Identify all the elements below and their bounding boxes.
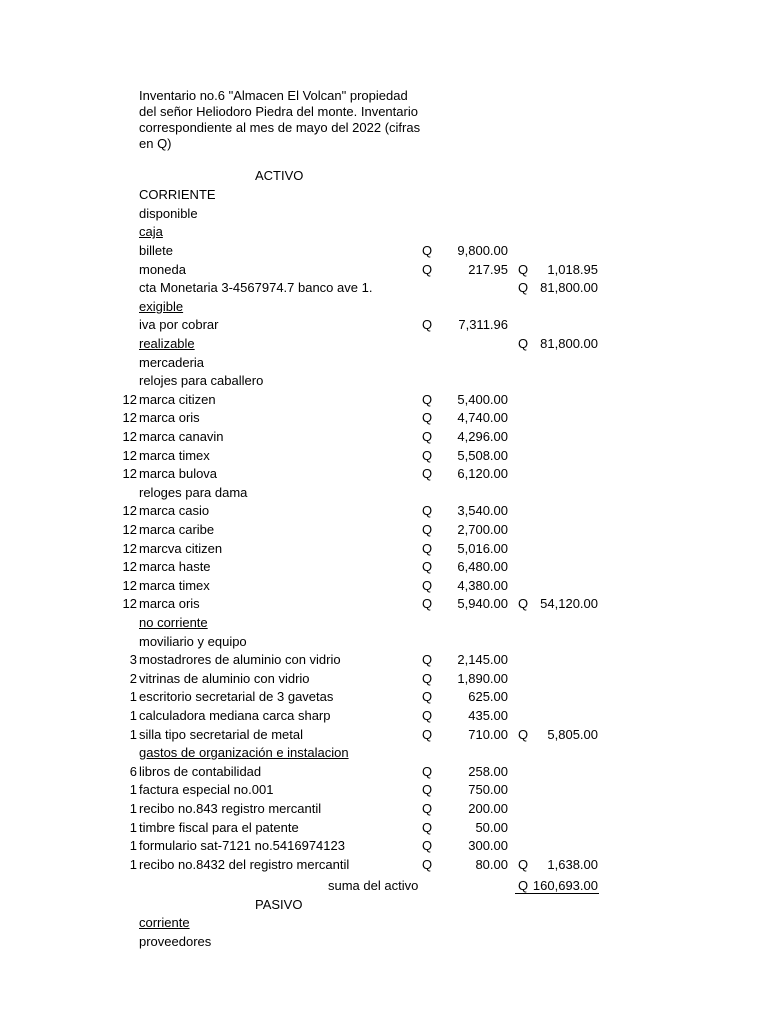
item-amount: 2,145.00 (457, 652, 508, 667)
currency-symbol: Q (422, 652, 433, 667)
item-amount: 258.00 (468, 764, 508, 779)
inventory-row (0, 223, 768, 241)
row-quantity: 1 (129, 689, 137, 704)
item-amount: 5,508.00 (457, 448, 508, 463)
section-heading: PASIVO (255, 897, 303, 912)
inventory-row (0, 877, 768, 895)
row-quantity: 12 (122, 541, 137, 556)
row-description: escritorio secretarial de 3 gavetas (139, 689, 334, 704)
item-amount: 50.00 (475, 820, 508, 835)
inventory-row (0, 633, 768, 651)
item-amount: 710.00 (468, 727, 508, 742)
row-description: iva por cobrar (139, 317, 219, 332)
inventory-row (0, 279, 768, 297)
currency-symbol: Q (422, 522, 433, 537)
row-quantity: 12 (122, 578, 137, 593)
item-amount: 80.00 (475, 857, 508, 872)
subtotal-amount: 81,800.00 (540, 336, 598, 351)
inventory-row (0, 726, 768, 744)
inventory-row (0, 242, 768, 260)
inventory-row (0, 763, 768, 781)
row-quantity: 12 (122, 410, 137, 425)
section-heading: ACTIVO (255, 168, 304, 183)
inventory-row (0, 670, 768, 688)
currency-symbol: Q (422, 578, 433, 593)
currency-symbol: Q (422, 801, 433, 816)
currency-symbol: Q (422, 503, 433, 518)
row-description: relojes para caballero (139, 373, 264, 388)
currency-symbol: Q (518, 857, 529, 872)
currency-symbol: Q (422, 262, 433, 277)
item-amount: 4,296.00 (457, 429, 508, 444)
row-quantity: 1 (129, 708, 137, 723)
inventory-row (0, 465, 768, 483)
currency-symbol: Q (422, 429, 433, 444)
row-quantity: 1 (129, 838, 137, 853)
row-quantity: 6 (129, 764, 137, 779)
currency-symbol: Q (422, 727, 433, 742)
row-description: mercaderia (139, 355, 205, 370)
currency-symbol: Q (422, 671, 433, 686)
currency-symbol: Q (422, 820, 433, 835)
item-amount: 200.00 (468, 801, 508, 816)
row-description: factura especial no.001 (139, 782, 274, 797)
item-amount: 1,890.00 (457, 671, 508, 686)
item-amount: 4,740.00 (457, 410, 508, 425)
row-description: caja (139, 224, 163, 239)
row-quantity: 1 (129, 820, 137, 835)
row-description: reloges para dama (139, 485, 248, 500)
inventory-row (0, 205, 768, 223)
currency-symbol: Q (422, 857, 433, 872)
inventory-row (0, 521, 768, 539)
row-description: marca citizen (139, 392, 216, 407)
inventory-row (0, 856, 768, 874)
inventory-row (0, 540, 768, 558)
inventory-row (0, 409, 768, 427)
currency-symbol: Q (422, 782, 433, 797)
inventory-row (0, 819, 768, 837)
currency-symbol: Q (422, 689, 433, 704)
inventory-row (0, 335, 768, 353)
row-description: timbre fiscal para el patente (139, 820, 299, 835)
currency-symbol: Q (422, 448, 433, 463)
inventory-row (0, 651, 768, 669)
row-description: marca timex (139, 448, 210, 463)
inventory-row (0, 914, 768, 932)
item-amount: 750.00 (468, 782, 508, 797)
item-amount: 2,700.00 (457, 522, 508, 537)
currency-symbol: Q (518, 262, 529, 277)
inventory-row (0, 595, 768, 613)
inventory-row (0, 896, 768, 914)
row-description: marca canavin (139, 429, 224, 444)
subtotal-amount: 1,638.00 (547, 857, 598, 872)
inventory-row (0, 933, 768, 951)
row-quantity: 1 (129, 782, 137, 797)
currency-symbol: Q (422, 410, 433, 425)
total-label: suma del activo (328, 878, 419, 893)
row-quantity: 12 (122, 392, 137, 407)
item-amount: 300.00 (468, 838, 508, 853)
currency-symbol: Q (422, 559, 433, 574)
item-amount: 6,120.00 (457, 466, 508, 481)
row-description: mostadrores de aluminio con vidrio (139, 652, 341, 667)
currency-symbol: Q (518, 878, 529, 893)
currency-symbol: Q (422, 466, 433, 481)
document-title: Inventario no.6 "Almacen El Volcan" propiedad del señor Heliodoro Piedra del monte. Inventario correspondiente al mes de mayo del 2022 (cifras en Q) (139, 88, 421, 151)
row-description: disponible (139, 206, 198, 221)
row-quantity: 12 (122, 448, 137, 463)
currency-symbol: Q (518, 727, 529, 742)
subtotal-amount: 54,120.00 (540, 596, 598, 611)
row-quantity: 1 (129, 801, 137, 816)
currency-symbol: Q (518, 596, 529, 611)
item-amount: 6,480.00 (457, 559, 508, 574)
row-description: marca oris (139, 410, 200, 425)
row-description: silla tipo secretarial de metal (139, 727, 304, 742)
row-description: realizable (139, 336, 195, 351)
inventory-row (0, 167, 768, 185)
row-description: recibo no.8432 del registro mercantil (139, 857, 350, 872)
row-description: moneda (139, 262, 186, 277)
inventory-row (0, 484, 768, 502)
inventory-row (0, 428, 768, 446)
inventory-row (0, 354, 768, 372)
inventory-row (0, 261, 768, 279)
currency-symbol: Q (422, 541, 433, 556)
item-amount: 7,311.96 (458, 317, 508, 332)
inventory-row (0, 707, 768, 725)
currency-symbol: Q (518, 280, 529, 295)
inventory-row (0, 837, 768, 855)
row-description: marcva citizen (139, 541, 223, 556)
inventory-row (0, 744, 768, 762)
currency-symbol: Q (422, 764, 433, 779)
currency-symbol: Q (422, 392, 433, 407)
inventory-row (0, 502, 768, 520)
row-description: calculadora mediana carca sharp (139, 708, 331, 723)
currency-symbol: Q (422, 243, 433, 258)
subtotal-amount: 5,805.00 (547, 727, 598, 742)
item-amount: 9,800.00 (457, 243, 508, 258)
row-quantity: 12 (122, 466, 137, 481)
inventory-row (0, 372, 768, 390)
currency-symbol: Q (422, 596, 433, 611)
currency-symbol: Q (422, 838, 433, 853)
inventory-row (0, 186, 768, 204)
row-quantity: 12 (122, 559, 137, 574)
inventory-row (0, 316, 768, 334)
row-description: vitrinas de aluminio con vidrio (139, 671, 310, 686)
currency-symbol: Q (518, 336, 529, 351)
row-description: marca caribe (139, 522, 215, 537)
row-description: marca haste (139, 559, 211, 574)
currency-symbol: Q (422, 317, 433, 332)
row-quantity: 2 (129, 671, 137, 686)
subtotal-amount: 1,018.95 (547, 262, 598, 277)
row-description: gastos de organización e instalacion (139, 745, 349, 760)
row-description: corriente (139, 915, 190, 930)
row-description: no corriente (139, 615, 208, 630)
inventory-row (0, 800, 768, 818)
row-description: CORRIENTE (139, 187, 216, 202)
row-quantity: 3 (129, 652, 137, 667)
row-description: marca oris (139, 596, 200, 611)
inventory-row (0, 614, 768, 632)
row-quantity: 12 (122, 522, 137, 537)
row-description: cta Monetaria 3-4567974.7 banco ave 1. (139, 280, 373, 295)
inventory-row (0, 781, 768, 799)
row-description: proveedores (139, 934, 212, 949)
inventory-row (0, 558, 768, 576)
inventory-row (0, 298, 768, 316)
row-description: marca bulova (139, 466, 218, 481)
item-amount: 5,400.00 (457, 392, 508, 407)
item-amount: 625.00 (468, 689, 508, 704)
subtotal-amount: 81,800.00 (540, 280, 598, 295)
inventory-row (0, 447, 768, 465)
row-description: marca casio (139, 503, 210, 518)
row-quantity: 1 (129, 857, 137, 872)
row-quantity: 12 (122, 596, 137, 611)
row-description: recibo no.843 registro mercantil (139, 801, 322, 816)
item-amount: 5,940.00 (457, 596, 508, 611)
inventory-row (0, 577, 768, 595)
row-description: formulario sat-7121 no.5416974123 (139, 838, 345, 853)
row-description: billete (139, 243, 173, 258)
row-description: moviliario y equipo (139, 634, 247, 649)
row-description: exigible (139, 299, 184, 314)
item-amount: 435.00 (468, 708, 508, 723)
item-amount: 217.95 (468, 262, 508, 277)
inventory-row (0, 688, 768, 706)
currency-symbol: Q (422, 708, 433, 723)
total-amount: 160,693.00 (532, 878, 598, 893)
row-quantity: 1 (129, 727, 137, 742)
row-description: libros de contabilidad (139, 764, 262, 779)
row-quantity: 12 (122, 429, 137, 444)
row-description: marca timex (139, 578, 210, 593)
item-amount: 5,016.00 (457, 541, 508, 556)
item-amount: 3,540.00 (457, 503, 508, 518)
inventory-row (0, 391, 768, 409)
item-amount: 4,380.00 (457, 578, 508, 593)
row-quantity: 12 (122, 503, 137, 518)
